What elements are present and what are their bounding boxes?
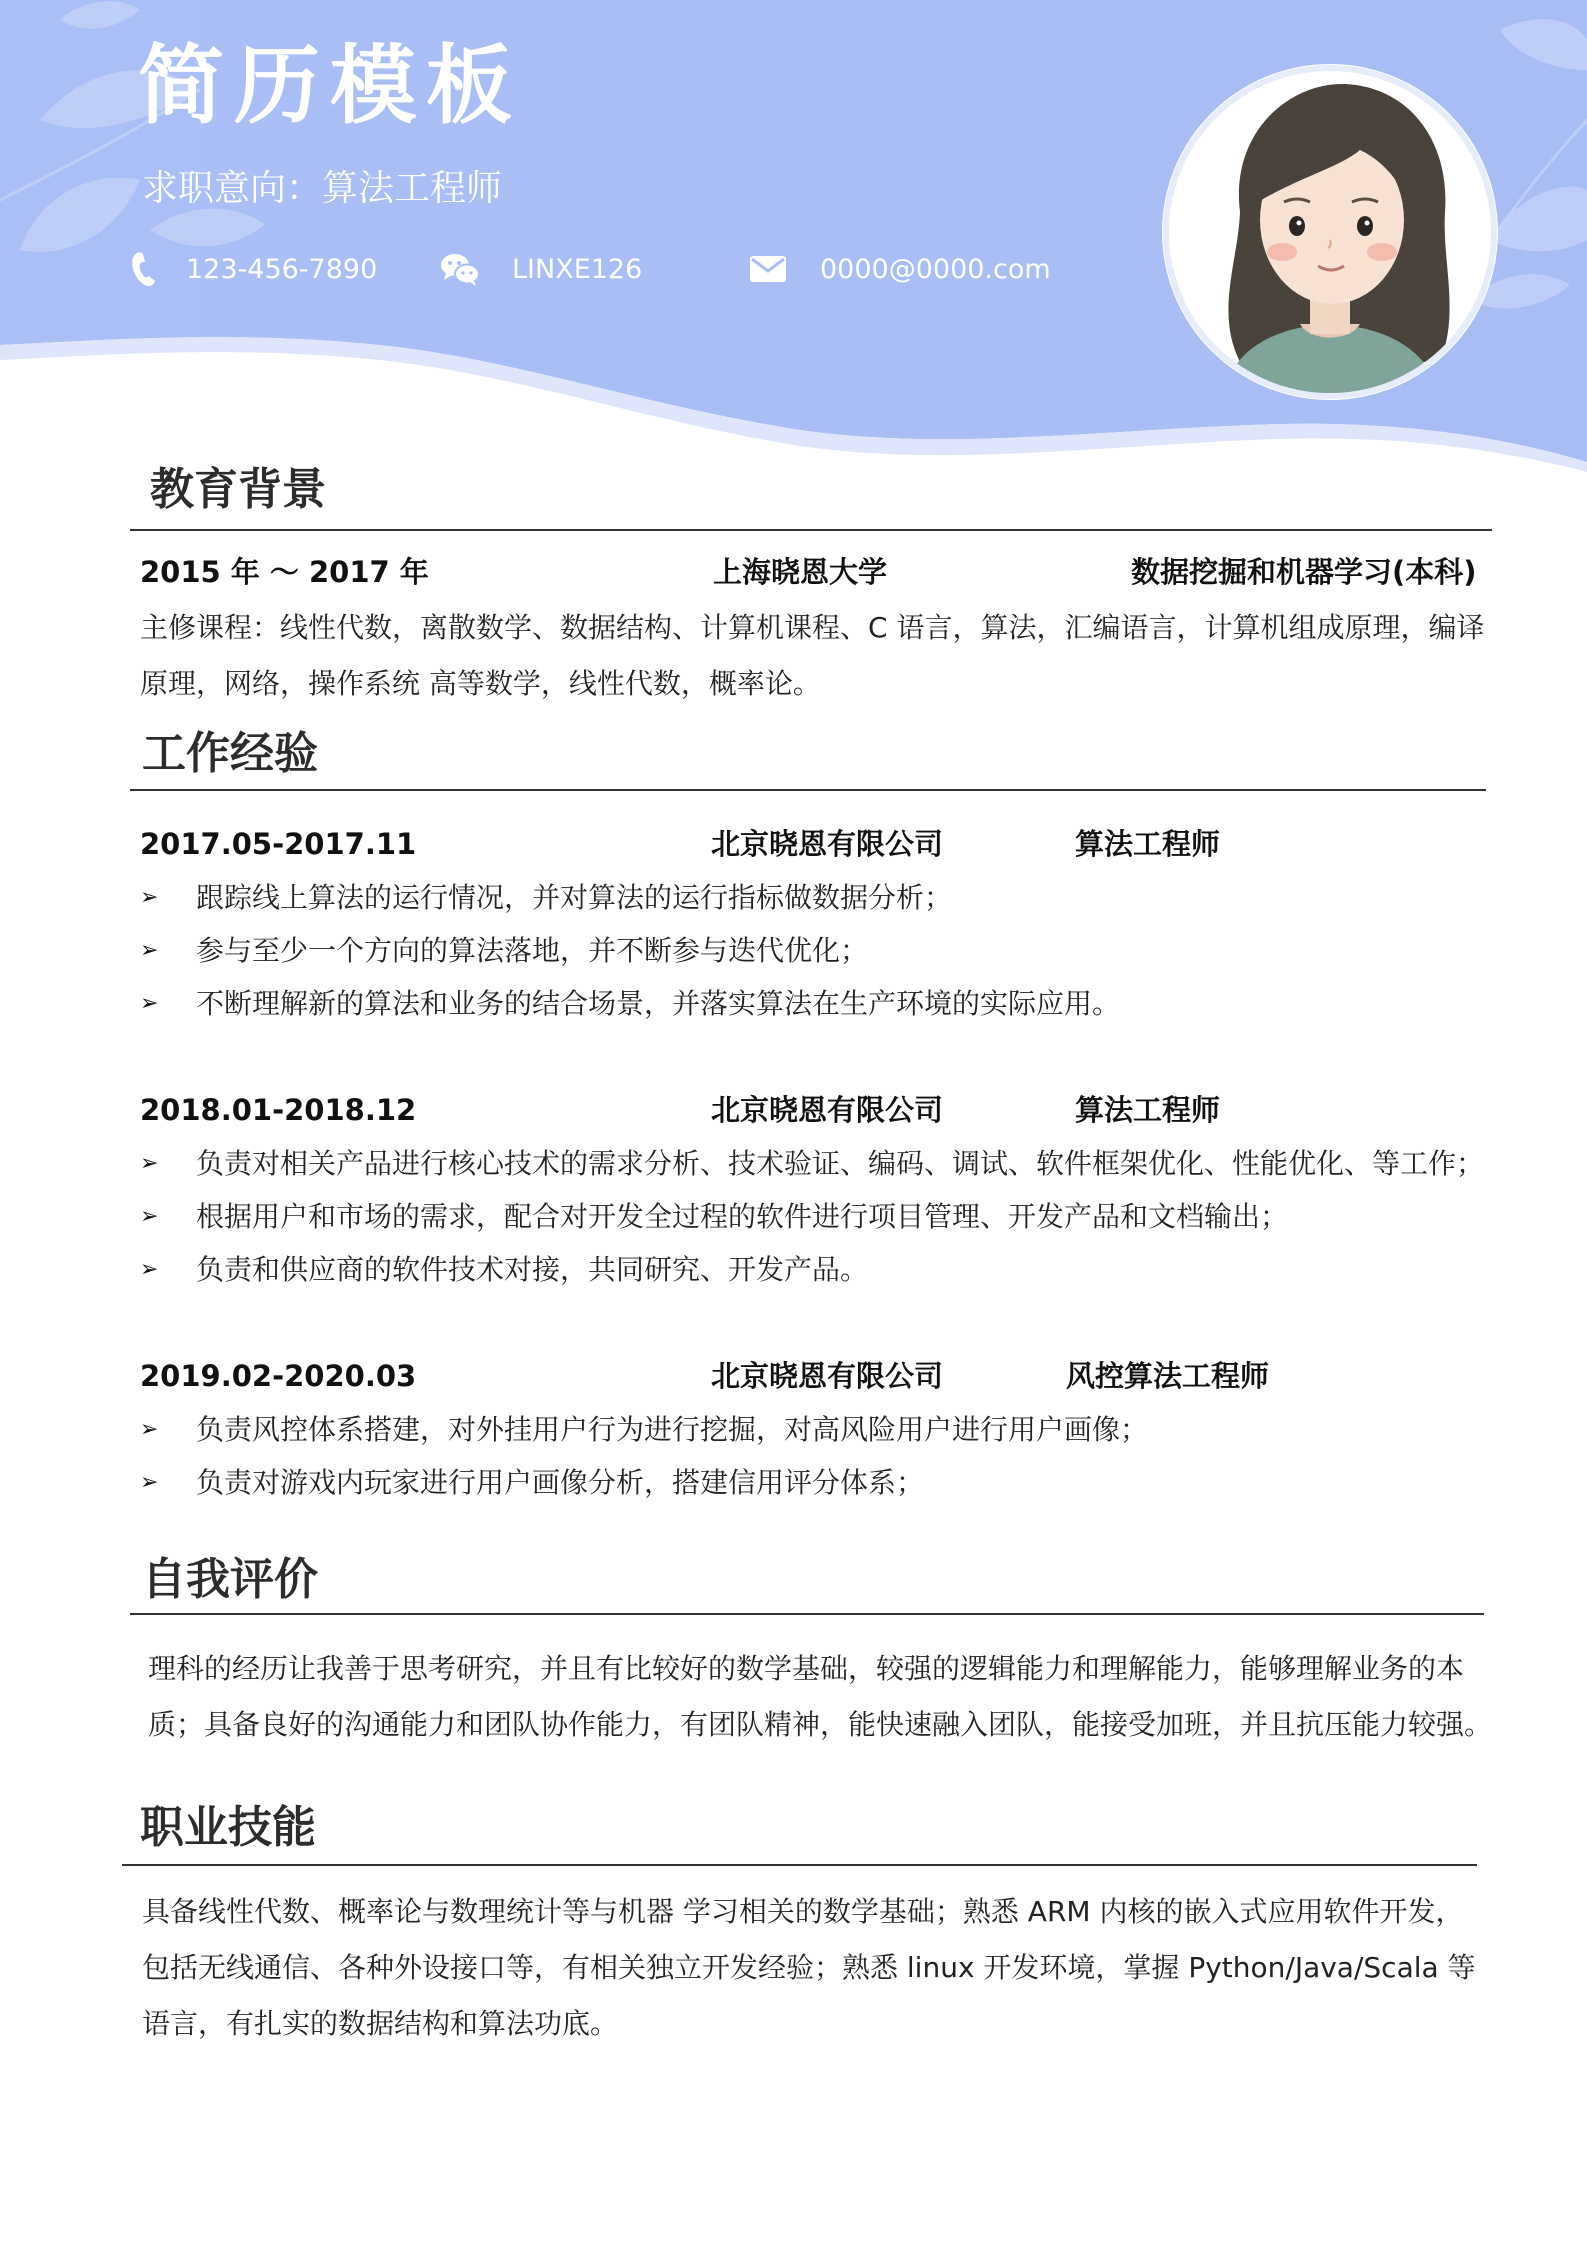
- mail-icon: [748, 249, 788, 289]
- skills-divider: [122, 1864, 1477, 1866]
- education-major: 数据挖掘和机器学习(本科): [1131, 555, 1477, 589]
- arrow-bullet-icon: ➢: [140, 1204, 159, 1229]
- list-item: [138, 924, 1120, 977]
- list-item: [138, 1137, 1484, 1190]
- list-item: [138, 977, 1120, 1030]
- job-company: 北京晓恩有限公司: [711, 1359, 944, 1393]
- contact-wechat: [440, 246, 642, 292]
- education-period: 2015 年 ～ 2017 年: [140, 555, 429, 589]
- education-school: 上海晓恩大学: [713, 555, 888, 589]
- job-company: 北京晓恩有限公司: [711, 1093, 944, 1127]
- list-item: [138, 1456, 1148, 1509]
- contact-email: [748, 246, 1051, 292]
- list-item: [138, 1403, 1148, 1456]
- job-role: 风控算法工程师: [1066, 1359, 1270, 1393]
- job-company: 北京晓恩有限公司: [711, 827, 944, 861]
- phone-number: 123-456-7890: [186, 253, 378, 285]
- work-heading: 工作经验: [142, 728, 318, 779]
- job-period: 2017.05-2017.11: [140, 827, 417, 861]
- job-role: 算法工程师: [1075, 1093, 1221, 1127]
- self-evaluation-heading: 自我评价: [142, 1554, 318, 1605]
- job-objective: 求职意向：算法工程师: [142, 168, 503, 209]
- job-duties: [138, 1403, 1148, 1509]
- duty-text: 负责对游戏内玩家进行用户画像分析，搭建信用评分体系；: [196, 1466, 925, 1499]
- job-period: 2019.02-2020.03: [140, 1359, 417, 1393]
- work-divider: [130, 789, 1486, 791]
- duty-text: 根据用户和市场的需求，配合对开发全过程的软件进行项目管理、开发产品和文档输出；: [196, 1200, 1289, 1233]
- skills-line1: 具备线性代数、概率论与数理统计等与机器 学习相关的数学基础；熟悉 ARM 内核的嵌入式应用软件开发，: [142, 1895, 1464, 1928]
- duty-text: 跟踪线上算法的运行情况，并对算法的运行指标做数据分析；: [196, 881, 953, 914]
- profile-avatar: [1160, 62, 1500, 402]
- skills-heading: 职业技能: [140, 1802, 316, 1853]
- arrow-bullet-icon: ➢: [140, 938, 159, 963]
- arrow-bullet-icon: ➢: [140, 1257, 159, 1282]
- duty-text: 负责对相关产品进行核心技术的需求分析、技术验证、编码、调试、软件框架优化、性能优化、等工作；: [196, 1147, 1485, 1180]
- duty-text: 参与至少一个方向的算法落地，并不断参与迭代优化；: [196, 934, 869, 967]
- self-evaluation-line1: 理科的经历让我善于思考研究，并且有比较好的数学基础，较强的逻辑能力和理解能力，能够理解业务的本: [148, 1652, 1465, 1685]
- job-duties: [138, 871, 1120, 1030]
- arrow-bullet-icon: ➢: [140, 991, 159, 1016]
- wechat-icon: [440, 249, 480, 289]
- duty-text: 负责风控体系搭建，对外挂用户行为进行挖掘，对高风险用户进行用户画像；: [196, 1413, 1149, 1446]
- education-courses-line2: 原理，网络，操作系统 高等数学，线性代数，概率论。: [140, 667, 821, 700]
- arrow-bullet-icon: ➢: [140, 1417, 159, 1442]
- list-item: [138, 871, 1120, 924]
- self-evaluation-divider: [130, 1613, 1484, 1615]
- duty-text: 负责和供应商的软件技术对接，共同研究、开发产品。: [196, 1253, 869, 1286]
- skills-line3: 语言，有扎实的数据结构和算法功底。: [142, 2007, 619, 2040]
- email-address: 0000@0000.com: [820, 253, 1051, 285]
- self-evaluation-line2: 质；具备良好的沟通能力和团队协作能力，有团队精神，能快速融入团队，能接受加班，并且抗压能力较强。: [148, 1708, 1493, 1741]
- education-divider: [130, 529, 1492, 531]
- education-heading: 教育背景: [150, 464, 326, 515]
- arrow-bullet-icon: ➢: [140, 1470, 159, 1495]
- wechat-id: LINXE126: [512, 253, 643, 285]
- arrow-bullet-icon: ➢: [140, 885, 159, 910]
- education-courses-line1: 主修课程：线性代数，离散数学、数据结构、计算机课程、C 语言，算法，汇编语言，计算机组成原理，编译: [140, 611, 1485, 644]
- list-item: [138, 1190, 1484, 1243]
- job-role: 算法工程师: [1075, 827, 1221, 861]
- arrow-bullet-icon: ➢: [140, 1151, 159, 1176]
- skills-line2: 包括无线通信、各种外设接口等，有相关独立开发经验；熟悉 linux 开发环境，掌握 Python/Java/Scala 等: [142, 1951, 1476, 1984]
- duty-text: 不断理解新的算法和业务的结合场景，并落实算法在生产环境的实际应用。: [196, 987, 1121, 1020]
- job-duties: [138, 1137, 1484, 1296]
- contact-phone: [124, 246, 377, 292]
- resume-title: 简历模板: [138, 36, 522, 136]
- phone-icon: [124, 249, 164, 289]
- job-period: 2018.01-2018.12: [140, 1093, 417, 1127]
- list-item: [138, 1243, 1484, 1296]
